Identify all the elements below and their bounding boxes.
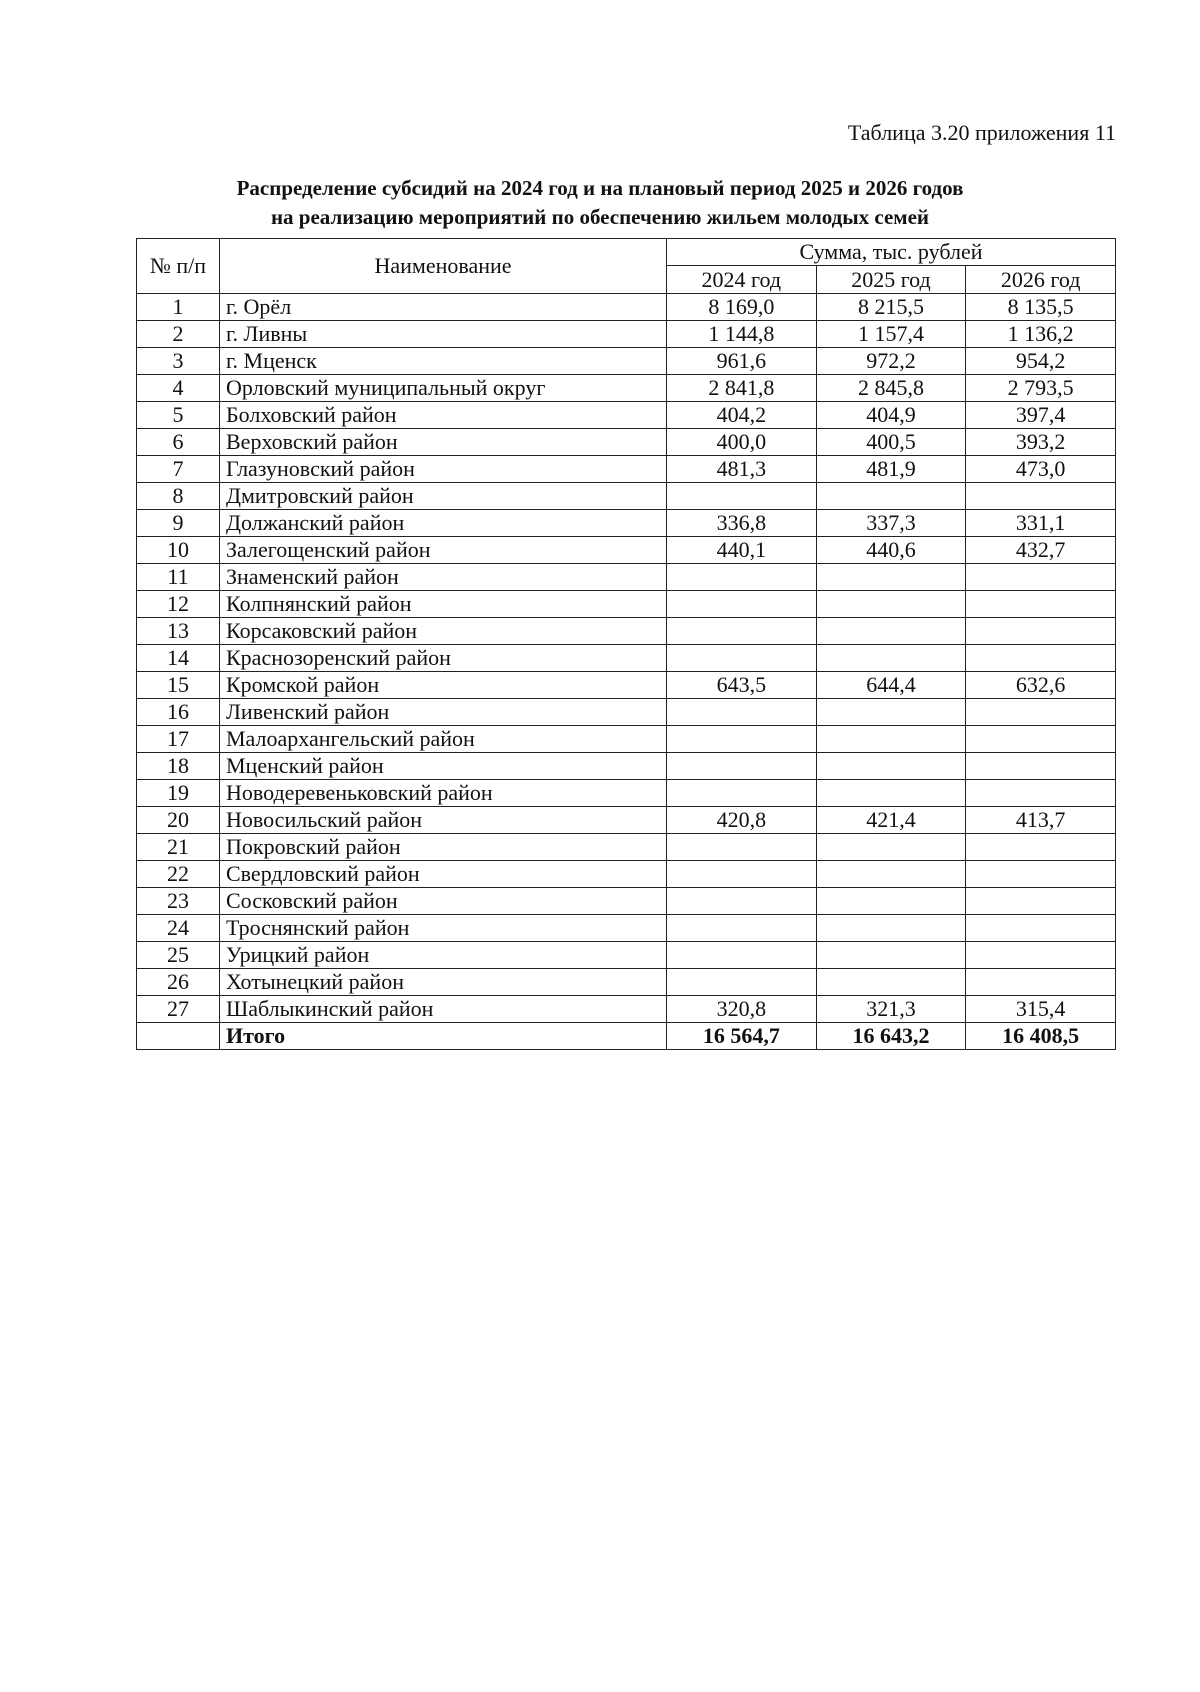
value-2024: 420,8 [667, 807, 817, 834]
table-row [137, 429, 1116, 456]
value-2024 [667, 726, 817, 753]
table-row [137, 375, 1116, 402]
value-2024 [667, 915, 817, 942]
row-number: 11 [137, 564, 220, 591]
header-name: Наименование [220, 239, 667, 294]
table-row [137, 564, 1116, 591]
value-2025 [816, 564, 966, 591]
row-name: Колпнянский район [220, 591, 667, 618]
value-2026: 315,4 [966, 996, 1116, 1023]
table-row [137, 537, 1116, 564]
value-2024: 440,1 [667, 537, 817, 564]
value-2026: 1 136,2 [966, 321, 1116, 348]
row-number: 10 [137, 537, 220, 564]
value-2025 [816, 942, 966, 969]
value-2026 [966, 591, 1116, 618]
value-2025 [816, 969, 966, 996]
value-2025 [816, 645, 966, 672]
value-2026 [966, 564, 1116, 591]
value-2025: 972,2 [816, 348, 966, 375]
row-number: 2 [137, 321, 220, 348]
value-2025: 421,4 [816, 807, 966, 834]
value-2024 [667, 564, 817, 591]
row-name: Залегощенский район [220, 537, 667, 564]
table-row [137, 645, 1116, 672]
value-2024 [667, 942, 817, 969]
value-2026: 632,6 [966, 672, 1116, 699]
row-number: 1 [137, 294, 220, 321]
value-2026: 473,0 [966, 456, 1116, 483]
value-2026: 954,2 [966, 348, 1116, 375]
value-2024 [667, 780, 817, 807]
row-name: Болховский район [220, 402, 667, 429]
table-row [137, 888, 1116, 915]
value-2025 [816, 483, 966, 510]
value-2024 [667, 888, 817, 915]
row-name: Корсаковский район [220, 618, 667, 645]
value-2025: 16 643,2 [816, 1023, 966, 1050]
value-2024: 643,5 [667, 672, 817, 699]
row-name: Краснозоренский район [220, 645, 667, 672]
row-number: 15 [137, 672, 220, 699]
row-number: 12 [137, 591, 220, 618]
value-2025: 481,9 [816, 456, 966, 483]
value-2024 [667, 834, 817, 861]
row-name: Глазуновский район [220, 456, 667, 483]
row-name: г. Мценск [220, 348, 667, 375]
value-2025: 1 157,4 [816, 321, 966, 348]
row-number [137, 1023, 220, 1050]
value-2026: 2 793,5 [966, 375, 1116, 402]
row-name: Должанский район [220, 510, 667, 537]
value-2024: 8 169,0 [667, 294, 817, 321]
total-row [137, 1023, 1116, 1050]
value-2025 [816, 861, 966, 888]
value-2025 [816, 618, 966, 645]
header-num: № п/п [137, 239, 220, 294]
value-2026: 331,1 [966, 510, 1116, 537]
row-number: 21 [137, 834, 220, 861]
value-2024: 16 564,7 [667, 1023, 817, 1050]
value-2026: 432,7 [966, 537, 1116, 564]
value-2024: 1 144,8 [667, 321, 817, 348]
row-name: г. Орёл [220, 294, 667, 321]
row-number: 27 [137, 996, 220, 1023]
table-row [137, 996, 1116, 1023]
value-2025 [816, 753, 966, 780]
table-body [137, 294, 1116, 1050]
value-2024 [667, 861, 817, 888]
value-2026 [966, 915, 1116, 942]
value-2024: 404,2 [667, 402, 817, 429]
row-number: 19 [137, 780, 220, 807]
row-name: Орловский муниципальный округ [220, 375, 667, 402]
table-row [137, 807, 1116, 834]
value-2024 [667, 618, 817, 645]
table-row [137, 348, 1116, 375]
value-2024: 336,8 [667, 510, 817, 537]
row-name: Кромской район [220, 672, 667, 699]
annex-label: Таблица 3.20 приложения 11 [847, 120, 1116, 145]
value-2025: 337,3 [816, 510, 966, 537]
row-name: Сосковский район [220, 888, 667, 915]
row-number: 18 [137, 753, 220, 780]
value-2025 [816, 591, 966, 618]
header-2024: 2024 год [667, 266, 817, 294]
table-row [137, 672, 1116, 699]
value-2025 [816, 726, 966, 753]
row-name: Свердловский район [220, 861, 667, 888]
header-2025: 2025 год [816, 266, 966, 294]
value-2026 [966, 753, 1116, 780]
value-2024: 481,3 [667, 456, 817, 483]
row-name: г. Ливны [220, 321, 667, 348]
value-2024: 320,8 [667, 996, 817, 1023]
subsidy-table [136, 238, 1116, 1050]
row-number: 20 [137, 807, 220, 834]
value-2026 [966, 645, 1116, 672]
row-number: 7 [137, 456, 220, 483]
header-row-1 [137, 239, 1116, 266]
row-number: 16 [137, 699, 220, 726]
row-number: 3 [137, 348, 220, 375]
table-row [137, 483, 1116, 510]
value-2026: 393,2 [966, 429, 1116, 456]
value-2026 [966, 726, 1116, 753]
value-2026 [966, 942, 1116, 969]
row-number: 13 [137, 618, 220, 645]
table-row [137, 969, 1116, 996]
value-2026: 397,4 [966, 402, 1116, 429]
row-number: 23 [137, 888, 220, 915]
value-2026 [966, 969, 1116, 996]
value-2025 [816, 699, 966, 726]
table-row [137, 618, 1116, 645]
row-number: 26 [137, 969, 220, 996]
row-name: Знаменский район [220, 564, 667, 591]
value-2026 [966, 618, 1116, 645]
header-2026: 2026 год [966, 266, 1116, 294]
table-row [137, 321, 1116, 348]
table-row [137, 834, 1116, 861]
table-row [137, 942, 1116, 969]
title-line-2: на реализацию мероприятий по обеспечению жильем молодых семей [270, 205, 930, 229]
row-number: 22 [137, 861, 220, 888]
row-number: 4 [137, 375, 220, 402]
value-2024: 2 841,8 [667, 375, 817, 402]
value-2026 [966, 483, 1116, 510]
row-number: 14 [137, 645, 220, 672]
value-2026 [966, 699, 1116, 726]
row-name: Шаблыкинский район [220, 996, 667, 1023]
value-2024: 400,0 [667, 429, 817, 456]
row-number: 5 [137, 402, 220, 429]
row-number: 9 [137, 510, 220, 537]
row-name: Верховский район [220, 429, 667, 456]
row-name: Хотынецкий район [220, 969, 667, 996]
row-name: Ливенский район [220, 699, 667, 726]
row-name: Мценский район [220, 753, 667, 780]
value-2025: 404,9 [816, 402, 966, 429]
value-2024: 961,6 [667, 348, 817, 375]
table-row [137, 861, 1116, 888]
row-number: 6 [137, 429, 220, 456]
value-2025 [816, 834, 966, 861]
row-name: Новосильский район [220, 807, 667, 834]
table-row [137, 780, 1116, 807]
table-row [137, 726, 1116, 753]
table-row [137, 915, 1116, 942]
value-2025: 8 215,5 [816, 294, 966, 321]
value-2026 [966, 834, 1116, 861]
row-number: 17 [137, 726, 220, 753]
value-2024 [667, 753, 817, 780]
value-2026: 16 408,5 [966, 1023, 1116, 1050]
row-name: Дмитровский район [220, 483, 667, 510]
value-2024 [667, 483, 817, 510]
row-name: Троснянский район [220, 915, 667, 942]
row-name: Покровский район [220, 834, 667, 861]
value-2025: 2 845,8 [816, 375, 966, 402]
value-2026: 413,7 [966, 807, 1116, 834]
value-2026 [966, 780, 1116, 807]
table-row [137, 699, 1116, 726]
value-2024 [667, 645, 817, 672]
value-2025: 321,3 [816, 996, 966, 1023]
value-2025 [816, 780, 966, 807]
table-row [137, 402, 1116, 429]
value-2025 [816, 888, 966, 915]
title-line-1: Распределение субсидий на 2024 год и на плановый период 2025 и 2026 годов [236, 176, 964, 200]
table-row [137, 510, 1116, 537]
value-2026: 8 135,5 [966, 294, 1116, 321]
value-2024 [667, 591, 817, 618]
row-name: Итого [220, 1023, 667, 1050]
document-title [120, 174, 1080, 232]
row-name: Малоархангельский район [220, 726, 667, 753]
value-2025: 440,6 [816, 537, 966, 564]
row-name: Урицкий район [220, 942, 667, 969]
value-2026 [966, 888, 1116, 915]
value-2024 [667, 969, 817, 996]
value-2025: 644,4 [816, 672, 966, 699]
value-2024 [667, 699, 817, 726]
table-row [137, 294, 1116, 321]
table-row [137, 591, 1116, 618]
table-row [137, 753, 1116, 780]
table-row [137, 456, 1116, 483]
row-number: 24 [137, 915, 220, 942]
row-name: Новодеревеньковский район [220, 780, 667, 807]
value-2026 [966, 861, 1116, 888]
header-sum-group: Сумма, тыс. рублей [667, 239, 1116, 266]
row-number: 8 [137, 483, 220, 510]
value-2025 [816, 915, 966, 942]
value-2025: 400,5 [816, 429, 966, 456]
row-number: 25 [137, 942, 220, 969]
